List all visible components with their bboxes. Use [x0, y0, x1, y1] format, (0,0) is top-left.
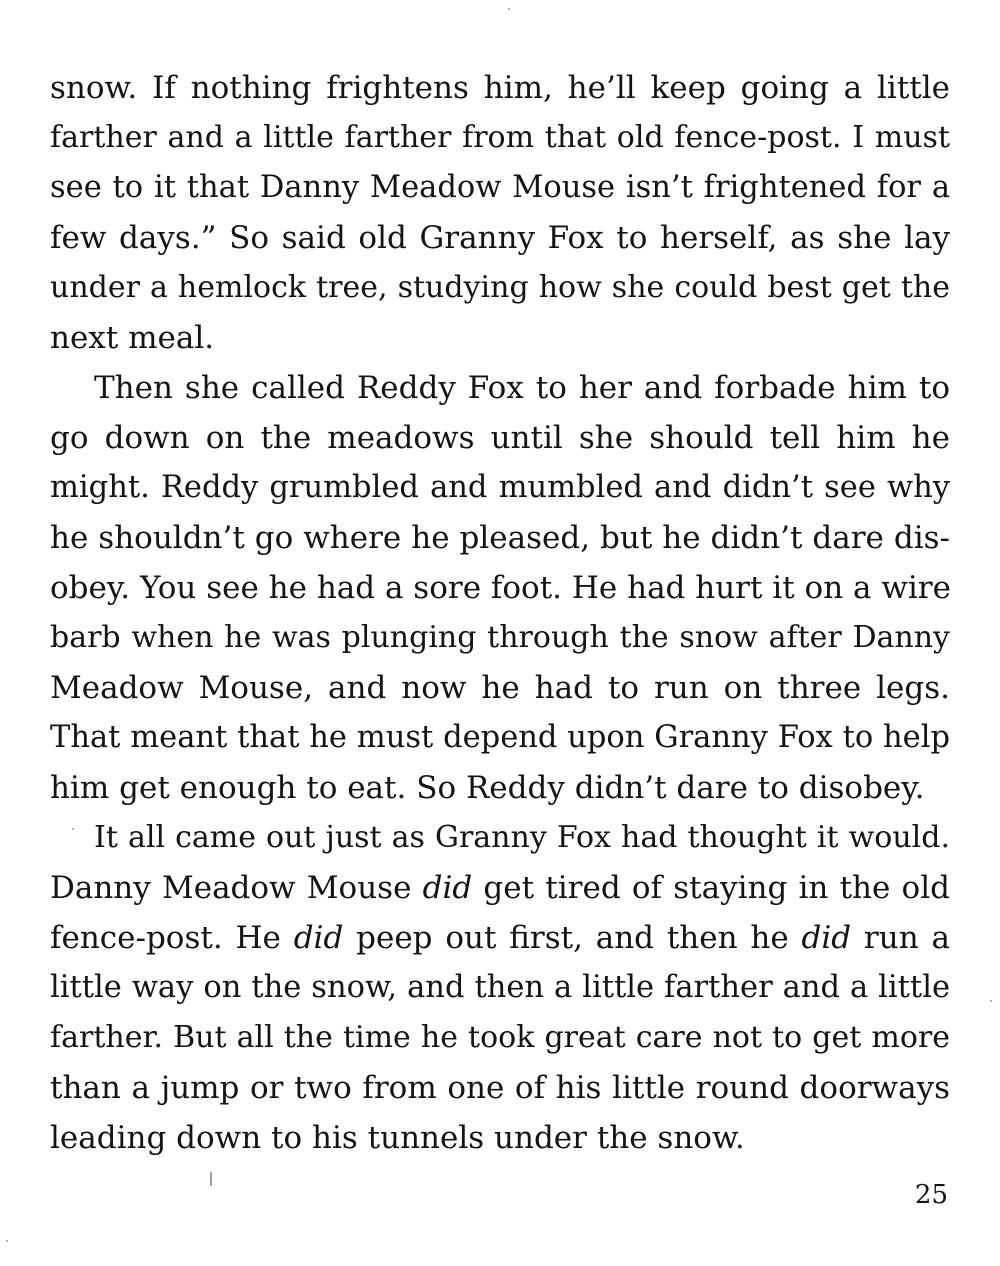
emphasized-word: did [293, 920, 344, 956]
text-line: go down on the meadows until she should tell him he [50, 420, 950, 456]
text-line: It all came out just as Granny Fox had thought it would. [94, 820, 950, 855]
scan-speck [210, 1172, 212, 1186]
text-line: Then she called Reddy Fox to her and forbade him to [94, 370, 950, 406]
text-line: Meadow Mouse, and now he had to run on three legs. [50, 670, 950, 706]
text-line: see to it that Danny Meadow Mouse isn’t frightened for a [50, 170, 950, 205]
emphasized-word: did [422, 870, 473, 906]
text-line: few days.” So said old Granny Fox to herself, as she lay [50, 220, 950, 256]
text-line: fence-post. He did peep out first, and then he did run a [50, 920, 950, 956]
text-line: Danny Meadow Mouse did get tired of staying in the old [50, 870, 950, 906]
text-line: farther and a little farther from that old fence-post. I must [50, 120, 950, 155]
text-line: he shouldn’t go where he pleased, but he didn’t dare dis- [50, 520, 950, 556]
text-line: him get enough to eat. So Reddy didn’t dare to disobey. [50, 770, 925, 806]
text-line: barb when he was plunging through the snow after Danny [50, 620, 950, 655]
scan-speck [508, 8, 510, 10]
scan-speck [6, 1240, 8, 1242]
text-line: under a hemlock tree, studying how she could best get the [50, 270, 950, 305]
text-line: than a jump or two from one of his little round doorways [50, 1070, 950, 1106]
body-text [50, 63, 950, 1163]
text-line: next meal. [50, 320, 215, 356]
page-number: 25 [914, 1180, 948, 1210]
text-line: leading down to his tunnels under the snow. [50, 1120, 745, 1156]
text-line: little way on the snow, and then a little farther and a little [50, 970, 950, 1005]
text-line: farther. But all the time he took great care not to get more [50, 1020, 950, 1055]
text-line: snow. If nothing frightens him, he’ll keep going a little [50, 70, 950, 106]
text-line: obey. You see he had a sore foot. He had hurt it on a wire [50, 570, 951, 606]
scan-speck [990, 1000, 992, 1002]
text-line: might. Reddy grumbled and mumbled and didn’t see why [50, 470, 950, 505]
text-line: That meant that he must depend upon Granny Fox to help [50, 720, 950, 755]
emphasized-word: did [801, 920, 852, 956]
scan-speck [72, 828, 74, 830]
